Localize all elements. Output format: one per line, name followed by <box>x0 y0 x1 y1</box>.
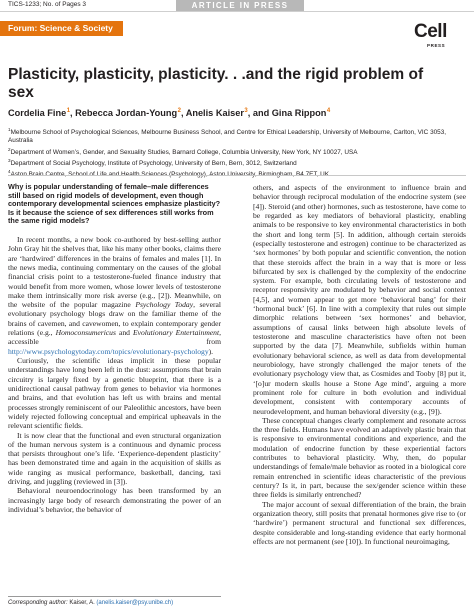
author-separator: , <box>70 108 76 119</box>
affiliation-text: Department of Social Psychology, Institute of Psychology, University of Bern, Bern, 3012, Switzerland <box>10 159 297 167</box>
author-affiliation-mark: 1 <box>66 108 71 114</box>
affiliation <box>8 146 468 157</box>
author-name: Rebecca Jordan-Young <box>75 108 178 119</box>
logo-subtext: PRESS <box>427 43 446 48</box>
logo-wordmark: Cell <box>414 21 447 42</box>
affiliation-mark: 1 <box>8 127 11 132</box>
right-column <box>253 183 466 546</box>
affiliation <box>8 168 468 179</box>
author-name: Anelis Kaiser <box>185 108 244 119</box>
affiliation <box>8 157 468 168</box>
corresponding-author-footnote <box>8 596 221 606</box>
author-affiliation-mark: 4 <box>326 108 331 114</box>
body-paragraph: The major account of sexual differentiation of the brain, the brain organization theory, still posits that prenatal hormones give rise to (or ‘hardwire’) permanent structural and functional sex differences, despite considerable and long-standing evidence that early hormonal effects are not permanent (see [10]). In functional neuroimaging, <box>253 499 466 546</box>
body-paragraph: It is now clear that the functional and even structural organization of the human nervous system is a continuous and dynamic process that persists throughout one’s life. ‘Experience-dependent plasticity’ has been demonstrated time and again in the acquisition of skills as wide ranging as musical performance, basketball, dancing, taxi driving, and juggling (reviewed in [3]). <box>8 430 221 487</box>
author-affiliation-mark: 3 <box>244 108 248 114</box>
affiliation-text: Melbourne School of Psychological Sciences, Melbourne Business School, and Centre for Ethical Leadership, University of Melbourne, Carlton, VIC 3053, Australia <box>8 129 447 145</box>
body-paragraph: others, and aspects of the environment to influence brain and behavior through reciprocal modulation of the endocrine system (see [4]). Steroid (and other) hormones, such as testosterone, have come to be regarded as key mediators of behavioral plasticity, enabling animals to be responsive to key environmental characteristics in both the short and long term [5]. In addition, although certain steroids (especially testosterone and estrogen) continue to be characterized as ‘sex hormones’ by both popular and scientific convention, the notion that these steroids affect the brain in a way that is more or less bifurcated by sex is challenged by the complexity of the endocrine system. For example, both circulating levels of testosterone and receptor responsivity are modulated by behavior and social context [4,5], and women appear to get more ‘behavioral bang’ for their ‘hormonal buck’ [6]. In line with a complexity that rules out simple dimorphic relations between ‘sex hormones’ and behavior, assumptions of causal links between high absolute levels of testosterone and masculine characteristics have often not been supported by the data [7]. Meanwhile, subfields within human evolutionary behavioral science, as well as data from developmental neurobiology, have strongly challenged the major tenets of the evolutionary psychology view that, as Cosmides and Tooby [8] put it, ‘[o]ur modern skulls house a Stone Age mind’, arguing a more prominent role for culture in both evolution and individual development, consistent with contemporary accounts of neurodevelopment, and human behavioral diversity (e.g., [9]). <box>253 183 466 416</box>
author-separator: , and <box>247 108 272 119</box>
header-divider <box>0 11 474 12</box>
article-title: Plasticity, plasticity, plasticity. . .and the rigid problem of sex <box>8 66 424 101</box>
body-paragraph: These conceptual changes clearly complement and resonate across the three fields. Humans have evolved an adaptively plastic brain that is responsive to environmental conditions and experience, and the modulation of endocrine function by these experiential factors contributes to behavioral plasticity. Why, then, do popular understandings of female/male behavior as rooted in a biological core remain entrenched in scientific ideas characteristic of the previous century? Is it, in part, because the sex/gender science within these three fields is similarly entrenched? <box>253 415 466 500</box>
author-list <box>8 108 330 118</box>
magazine-name: Psychology Today <box>135 300 194 310</box>
section-label: Forum: Science & Society <box>0 21 123 36</box>
affiliation-mark: 4 <box>8 169 11 175</box>
author-separator: , <box>180 108 186 119</box>
author-email-link[interactable]: (anelis.kaiser@psy.unibe.ch) <box>96 600 174 606</box>
abstract: Why is popular understanding of female–male differences still based on rigid models of development, even though contemporary developmental sciences emphasize plasticity? Is it because the science of sex differences still works from the same rigid models? <box>8 182 221 226</box>
body-paragraph: Curiously, the scientific ideas implicit in these popular understandings have long been left in the dust: assumptions that brain circuitry is largely fixed by a genetic blueprint, that there is a unidirectional causal pathway from genes to behavior via hormones and brains, and that evolution has left us with brains and mental processes strongly reminiscent of our Paleolithic ancestors, have been widely rejected following conceptual and empirical upheavals in the relevant scientific fields. <box>8 356 221 431</box>
affiliation-mark: 3 <box>8 157 11 163</box>
affiliation <box>8 126 468 146</box>
footnote-author: Kaiser, A. <box>69 600 95 606</box>
cell-press-logo <box>414 22 454 56</box>
affiliation-mark: 2 <box>8 146 11 152</box>
body-paragraph: Behavioral neuroendocrinology has been transformed by an increasingly large body of research demonstrating the power of an individual’s behavior, the behavior of <box>8 486 221 515</box>
blog-name: Evolutionary Entertainment <box>132 328 220 338</box>
article-in-press-banner: ARTICLE IN PRESS <box>176 0 304 11</box>
body-paragraph: In recent months, a new book co-authored by best-selling author John Gray hit the shelves that, like his many other books, claims there are ‘hardwired’ differences in the brains of females and males [1]. In the news media, continuing commentary on the causes of the global financial crisis point to a testosterone-fueled finance industry that would benefit from more women, whose lower levels of testosterone make them intrinsically more risk averse (e.g., [2]). Meanwhile, on the website of the popular magazine Psychology Today, several evolutionary psychology blogs draw on the familiar theme of the brains of cavemen, and cavewomen, to explain contemporary gender relations (e.g., Homoconsumericus and Evolutionary Entertainment, accessible from http://www.psychologytoday.com/topics/evolutionary-psychology). <box>8 234 222 356</box>
reference-link[interactable]: http://www.psychologytoday.com/topics/evolutionary-psychology <box>8 346 209 356</box>
running-header <box>0 0 474 11</box>
section-divider <box>8 175 466 176</box>
author-affiliation-mark: 2 <box>177 108 181 114</box>
left-column <box>8 183 221 514</box>
manuscript-reference: TICS-1233; No. of Pages 3 <box>8 1 87 8</box>
footnote-label: Corresponding author: <box>8 600 68 606</box>
blog-name: Homoconsumericus <box>55 328 116 338</box>
author-name: Cordelia Fine <box>8 108 67 119</box>
affiliation-list <box>8 126 468 180</box>
author-name: Gina Rippon <box>271 108 327 119</box>
affiliation-text: Department of Women’s, Gender, and Sexuality Studies, Barnard College, Columbia University, New York, NY 10027, USA <box>10 148 358 156</box>
